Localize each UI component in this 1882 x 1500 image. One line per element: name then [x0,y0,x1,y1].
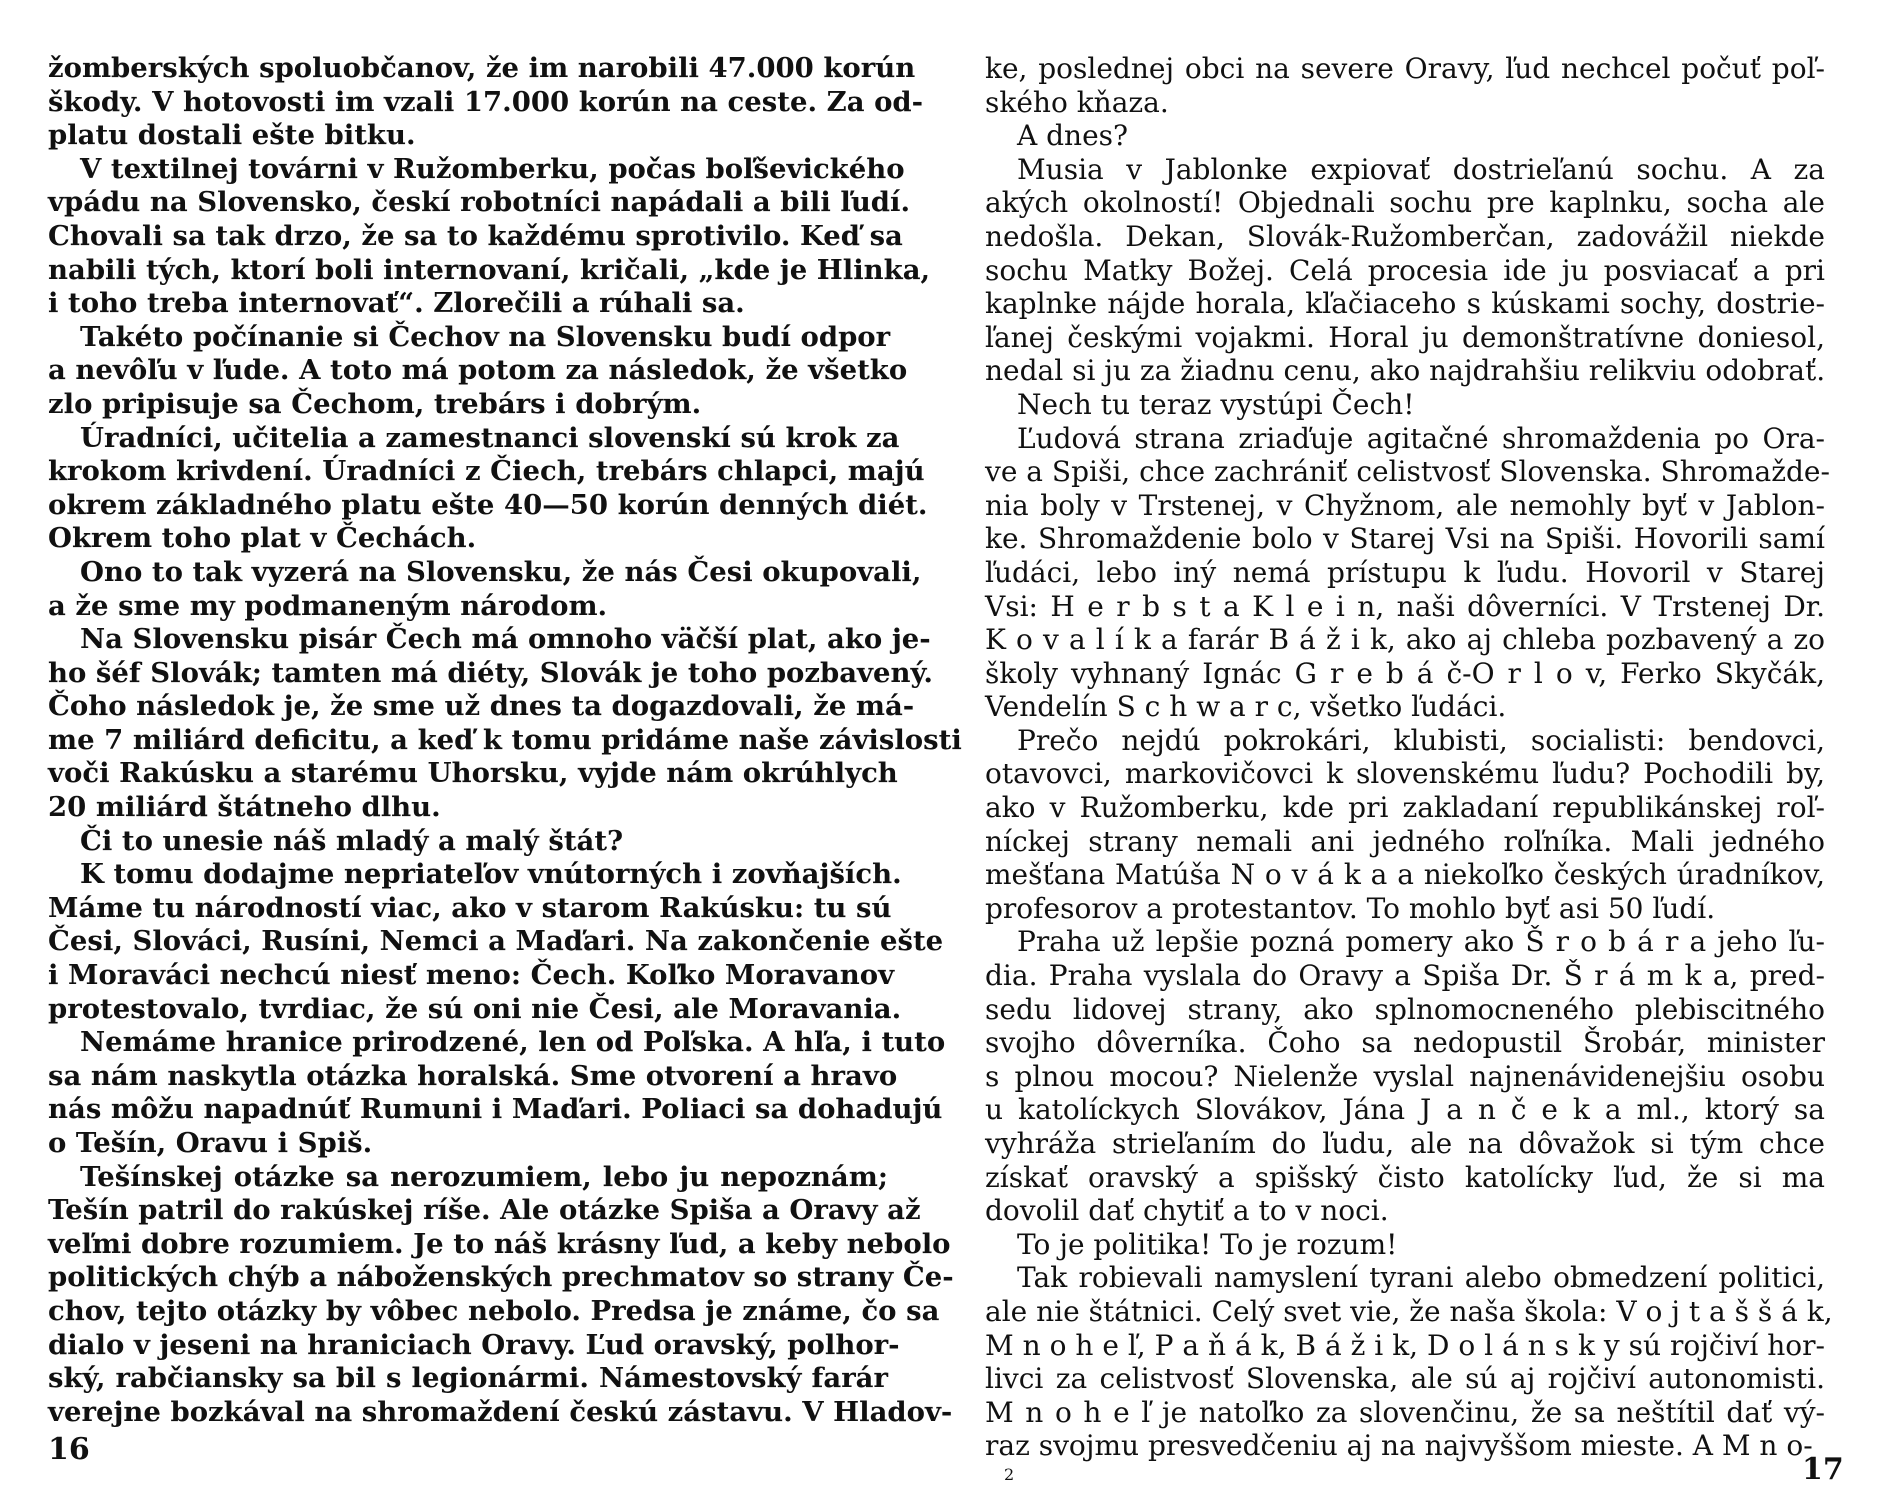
text-line: vpádu na Slovensko, českí robotníci napádali a bili ľudí. [48,186,911,219]
text-line: Praha už lepšie pozná pomery ako Š r o b á r a jeho ľu- [1017,925,1825,959]
text-line: A dnes? [1017,119,1129,153]
paragraph [48,52,924,153]
text-line: ho šéf Slovák; tamten má diéty, Slovák je toho pozbavený. [48,656,933,689]
right-page [985,52,1833,1463]
text-line: zlo pripisuje sa Čechom, trebárs i dobrým. [48,387,702,420]
text-line: M n o h e ľ je natoľko za slovenčinu, že sa neštítil dať vý- [985,1395,1825,1429]
paragraph [48,555,922,623]
text-line: a nevôľu v ľude. A toto má potom za následok, že všetko [48,354,908,387]
text-line: okrem základného platu ešte 40—50 korún denných diét. [48,488,928,521]
text-line: i toho treba internovať“. Zlorečili a rúhali sa. [48,287,745,320]
text-line: politických chýb a náboženských prechmatov so strany Če- [48,1261,954,1294]
page-number-right: 17 [1802,1452,1844,1487]
paragraph [985,1228,1825,1262]
text-line: nabili tých, ktorí boli internovaní, kričali, „kde je Hlinka, [48,253,931,286]
paragraph [985,724,1825,926]
text-line: Takéto počínanie si Čechov na Slovensku budí odpor [80,320,891,353]
text-line: protestovalo, tvrdiac, že sú oni nie Česi, ale Moravania. [48,992,902,1025]
text-line: ský, rabčiansky sa bil s legionármi. Námestovský farár [48,1362,888,1395]
text-line: a že sme my podmaneným národom. [48,589,608,622]
text-line: Ono to tak vyzerá na Slovensku, že nás Česi okupovali, [80,555,922,588]
text-line: Prečo nejdú pokrokári, klubisti, socialisti: bendovci, [1017,723,1825,757]
text-line: dialo v jeseni na hraniciach Oravy. Ľud oravský, polhor- [48,1328,900,1361]
paragraph [985,1261,1833,1463]
text-line: vyhráža strieľaním do ľudu, ale na dôvažok si tým chce [985,1127,1825,1160]
paragraph [985,421,1830,724]
text-line: nia boly v Trstenej, v Chyžnom, ale nemohly byť v Jablon- [985,488,1825,522]
left-page [48,52,962,1429]
paragraph [985,52,1825,119]
text-line: Vsi: H e r b s t a K l e i n, naši dôverníci. V Trstenej Dr. [985,589,1825,623]
paragraph [985,388,1825,422]
paragraph [48,1026,946,1160]
text-line: sochu Matky Božej. Celá procesia ide ju posviacať a pri [985,253,1825,287]
text-line: ského kňaza. [985,85,1169,119]
text-line: ale nie štátnici. Celý svet vie, že naša škola: V o j t a š š á k, [985,1294,1833,1328]
text-line: veľmi dobre rozumiem. Je to náš krásny ľud, a keby nebolo [48,1227,951,1260]
text-line: ke. Shromaždenie bolo v Starej Vsi na Spiši. Hovorili samí [985,522,1825,556]
text-line: sa nám naskytla otázka horalská. Sme otvorení a hravo [48,1059,898,1092]
text-line: 20 miliárd štátneho dlhu. [48,791,441,824]
text-line: žomberských spoluobčanov, že im narobili 47.000 korún [48,52,916,84]
text-line: akých okolností! Objednali sochu pre kaplnku, socha ale [985,186,1825,220]
text-line: otavovci, markovičovci k slovenskému ľudu? Pochodili by, [985,757,1825,791]
paragraph [48,152,931,321]
text-line: Chovali sa tak drzo, že sa to každému sprotivilo. Keď sa [48,219,903,252]
text-line: chov, tejto otázky by vôbec nebolo. Predsa je známe, čo sa [48,1294,940,1327]
text-line: i Moraváci nechcú niesť meno: Čech. Koľko Moravanov [48,959,895,992]
text-line: ve a Spiši, chce zachrániť celistvosť Slovenska. Shromažde- [985,455,1830,489]
text-line: Nech tu teraz vystúpi Čech! [1017,387,1415,421]
text-line: získať oravský a spišský čisto katolícky ľud, že si ma [985,1160,1825,1194]
text-line: níckej strany nemali ani jedného roľníka. Mali jedného [985,824,1825,858]
text-line: Tešínskej otázke sa nerozumiem, lebo ju nepoznám; [80,1160,888,1193]
text-line: K o v a l í k a farár B á ž i k, ako aj chleba pozbavený a zo [985,623,1825,657]
text-line: K tomu dodajme nepriateľov vnútorných i zovňajších. [80,858,902,891]
text-line: s plnou mocou? Nielenže vyslal najnenávidenejšiu osobu [985,1059,1825,1093]
text-line: Úradníci, učitelia a zamestnanci slovenskí sú krok za [80,421,900,454]
paragraph [48,1160,954,1430]
page-number-left: 16 [48,1432,90,1467]
paragraph [985,119,1825,153]
paragraph [48,825,888,859]
text-line: dovolil dať chytiť a to v noci. [985,1194,1389,1228]
text-line: Tešín patril do rakúskej ríše. Ale otázke Spiša a Oravy až [48,1194,921,1227]
text-line: o Tešín, Oravu i Spiš. [48,1127,373,1159]
text-line: Okrem toho plat v Čechách. [48,522,477,555]
text-line: ako v Ružomberku, kde pri zakladaní republikánskej roľ- [985,791,1825,825]
text-line: mešťana Matúša N o v á k a a niekoľko českých úradníkov, [985,858,1825,892]
text-line: voči Rakúsku a starému Uhorsku, vyjde nám okrúhlych [48,757,898,790]
text-line: nedal si ju za žiadnu cenu, ako najdrahšiu relikviu odobrať. [985,354,1826,388]
text-line: profesorov a protestantov. To mohlo byť asi 50 ľudí. [985,891,1716,925]
text-line: škody. V hotovosti im vzali 17.000 korún na ceste. Za od- [48,85,924,118]
text-line: kaplnke nájde horala, kľačiaceho s kúskami sochy, dostrie- [985,287,1825,321]
text-line: nedošla. Dekan, Slovák-Ružomberčan, zadovážil niekde [985,219,1825,253]
text-line: Česi, Slováci, Rusíni, Nemci a Maďari. Na zakončenie ešte [48,925,944,958]
text-line: livci za celistvosť Slovenska, ale sú aj rojčiví autonomisti. [985,1362,1825,1396]
text-line: M n o h e ľ, P a ň á k, B á ž i k, D o l á n s k y sú rojčiví hor- [985,1328,1825,1362]
text-line: Vendelín S c h w a r c, všetko ľudáci. [985,690,1507,724]
text-line: dia. Praha vyslala do Oravy a Spiša Dr. Š r á m k a, pred- [985,959,1825,993]
paragraph [48,320,908,422]
text-line: ľanej českými vojakmi. Horal ju demonštratívne doniesol, [985,320,1825,354]
text-line: Nemáme hranice prirodzené, len od Poľska. A hľa, i tuto [80,1026,946,1059]
paragraph [985,153,1825,388]
text-line: u katolíckych Slovákov, Jána J a n č e k a ml., ktorý sa [985,1093,1825,1127]
text-line: ke, poslednej obci na severe Oravy, ľud nechcel počuť poľ- [985,52,1825,85]
text-line: Ľudová strana zriaďuje agitačné shromaždenia po Ora- [1017,421,1825,455]
text-line: me 7 miliárd deficitu, a keď k tomu pridáme naše závislosti [48,723,962,756]
text-line: Na Slovensku pisár Čech má omnoho väčší plat, ako je- [80,623,931,656]
text-line: Máme tu národností viac, ako v starom Rakúsku: tu sú [48,891,892,924]
text-line: Čoho následok je, že sme už dnes ta dogazdovali, že má- [48,690,915,723]
text-line: V textilnej továrni v Ružomberku, počas boľševického [80,152,905,185]
text-line: Či to unesie náš mladý a malý štát? [80,824,624,857]
text-line: školy vyhnaný Ignác G r e b á č-O r l o v, Ferko Skyčák, [985,656,1825,690]
text-line: raz svojmu presvedčeniu aj na najvyššom mieste. A M n o- [985,1429,1813,1463]
text-line: svojho dôverníka. Čoho sa nedopustil Šrobár, minister [985,1026,1825,1060]
paragraph [985,925,1825,1227]
text-line: Tak robievali namyslení tyrani alebo obmedzení politici, [1017,1261,1825,1295]
paragraph [48,858,944,1026]
paragraph [48,623,962,825]
text-line: verejne bozkával na shromaždení českú zástavu. V Hladov- [48,1395,953,1428]
text-line: sedu lidovej strany, ako splnomocneného plebiscitného [985,992,1825,1026]
text-line: Musia v Jablonke expiovať dostrieľanú sochu. A za [1017,152,1825,186]
text-line: nás môžu napadnúť Rumuni i Maďari. Poliaci sa dohadujú [48,1093,943,1126]
text-line: To je politika! To je rozum! [1017,1227,1398,1261]
text-line: platu dostali ešte bitku. [48,119,416,152]
text-line: krokom krivdení. Úradníci z Čiech, trebárs chlapci, majú [48,455,925,488]
text-line: ľudáci, lebo iný nemá prístupu k ľudu. Hovoril v Starej [985,555,1825,589]
paragraph [48,421,928,556]
signature-mark: 2 [1004,1465,1015,1484]
